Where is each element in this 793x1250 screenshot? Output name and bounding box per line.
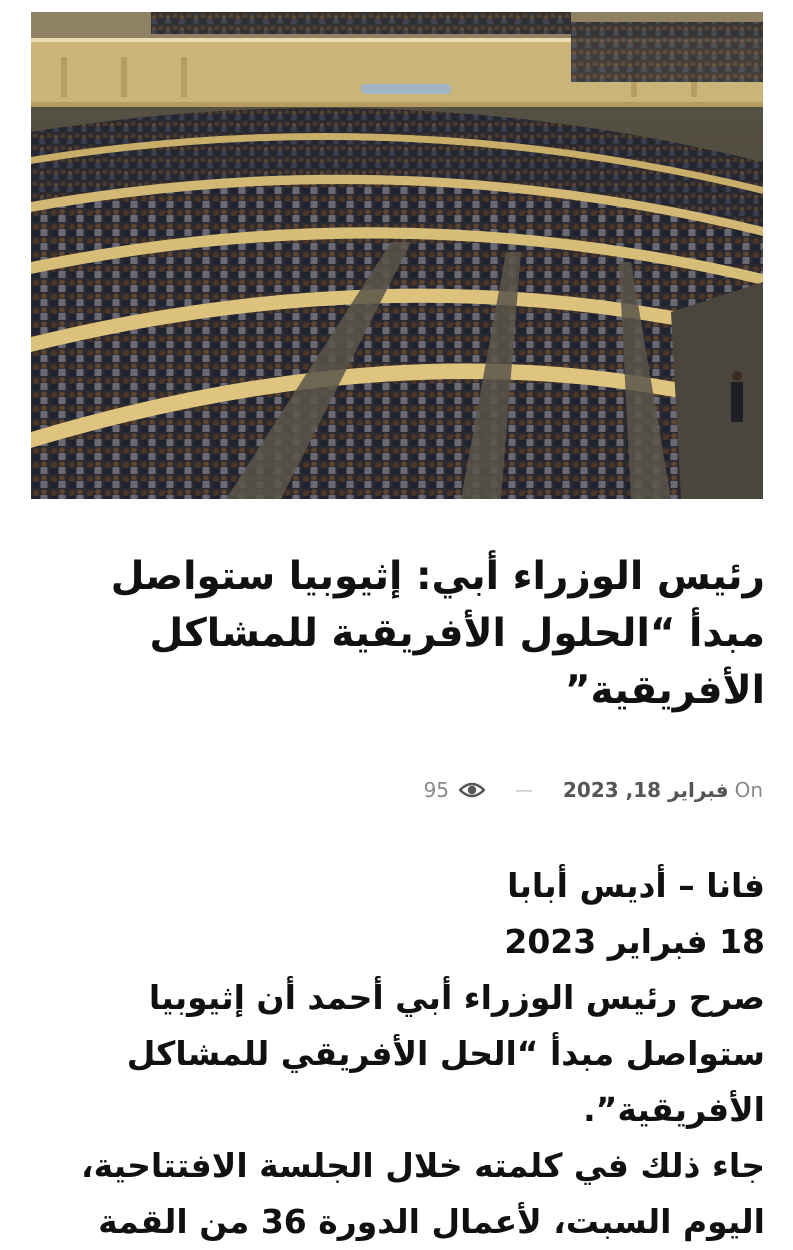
- article-meta: [0, 774, 763, 806]
- assembly-hall-photo: [31, 12, 763, 499]
- article-body: [30, 858, 765, 1250]
- meta-separator: —: [515, 779, 534, 801]
- body-paragraph: جاء ذلك في كلمته خلال الجلسة الافتتاحية، اليوم السبت، لأعمال الدورة 36 من القمة: [81, 1146, 765, 1241]
- view-count-value: 95: [423, 778, 450, 802]
- eye-icon: [459, 781, 485, 799]
- article-hero-image: [31, 12, 763, 499]
- article-title: رئيس الوزراء أبي: إثيوبيا ستواصل مبدأ “الحلول الأفريقية للمشاكل الأفريقية”: [110, 554, 765, 713]
- meta-on-label: On: [734, 778, 763, 802]
- body-paragraph: صرح رئيس الوزراء أبي أحمد أن إثيوبيا ستواصل مبدأ “الحل الأفريقي للمشاكل الأفريقية”.: [126, 978, 765, 1129]
- dateline-date: 18 فبراير 2023: [504, 922, 765, 961]
- dateline-source: فانا – أديس أبابا: [507, 866, 765, 905]
- publish-date[interactable]: فبراير 18, 2023: [563, 778, 729, 802]
- view-count: [424, 778, 485, 802]
